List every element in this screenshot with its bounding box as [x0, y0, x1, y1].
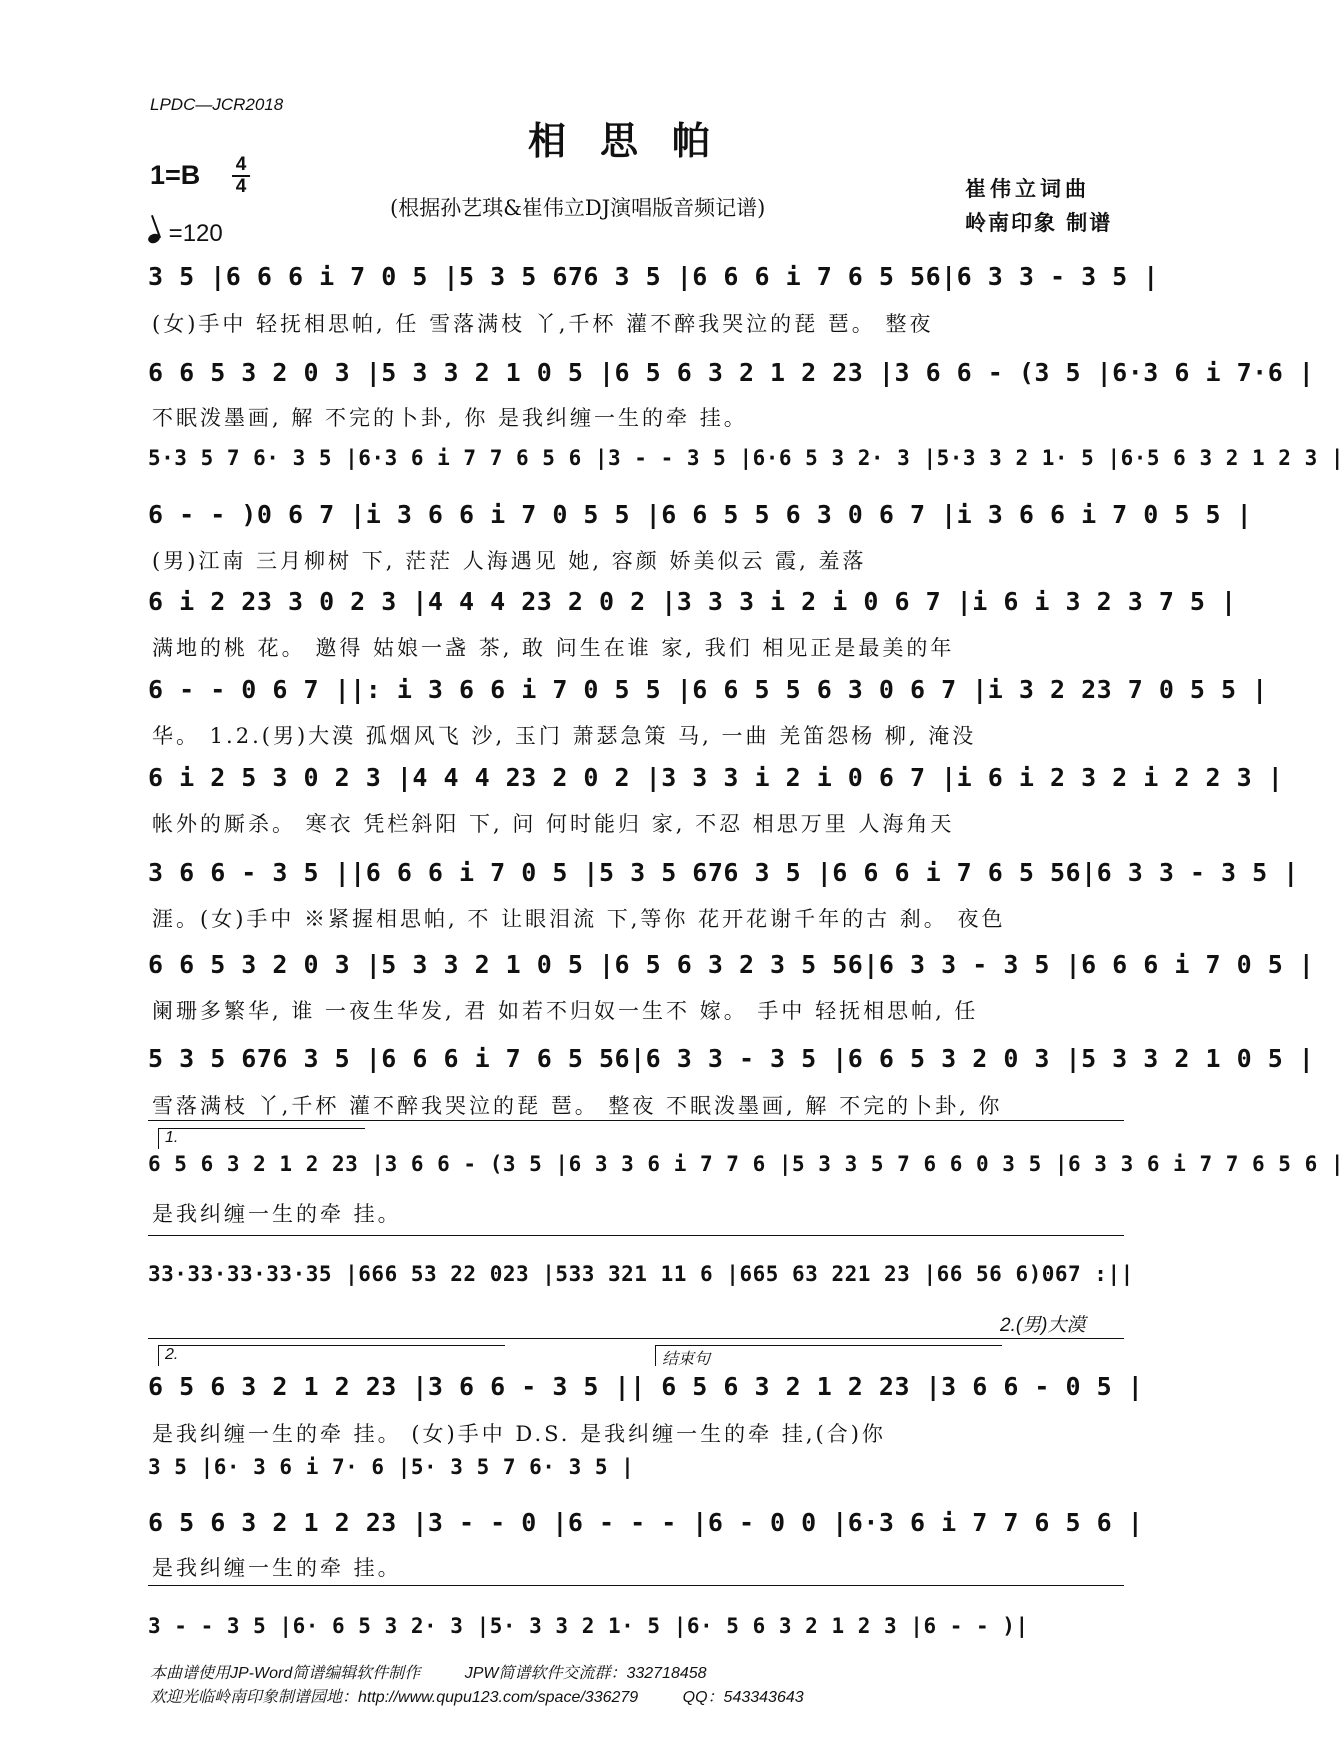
lyrics-row: (男)江南 三月柳树 下, 茫茫 人海遇见 她, 容颜 娇美似云 霞, 羞落 — [152, 549, 867, 573]
lyrics-row: (女)手中 轻抚相思帕, 任 雪落满枝 丫,千杯 灌不醉我哭泣的琵 琶。 整夜 — [152, 312, 934, 336]
lyrics-row: 满地的桃 花。 邀得 姑娘一盏 茶, 敢 问生在谁 家, 我们 相见正是最美的年 — [152, 636, 955, 660]
notation-row: 3 6 6 - 3 5 ||6 6 6 i 7 0 5 |5 3 5 676 3 5 |6 6 6 i 7 6 5 56|6 3 3 - 3 5 | — [148, 858, 1299, 887]
credit-notation: 岭南印象 制谱 — [965, 210, 1113, 235]
footer-website: 欢迎光临岭南印象制谱园地：http://www.qupu123.com/space/336279 — [150, 1689, 639, 1706]
notation-row: 6 5 6 3 2 1 2 23 |3 6 6 - (3 5 |6 3 3 6 i 7 7 6 |5 3 3 5 7 6 6 0 3 5 |6 3 3 6 i 7 7 6 5 6 | — [148, 1152, 1344, 1176]
quarter-note-icon — [147, 232, 161, 245]
notation-row: 3 5 |6· 3 6 i 7· 6 |5· 3 5 7 6· 3 5 | — [148, 1455, 635, 1479]
volta-1: 1. — [158, 1128, 365, 1149]
notation-row: 6 6 5 3 2 0 3 |5 3 3 2 1 0 5 |6 5 6 3 2 3 5 56|6 3 3 - 3 5 |6 6 6 i 7 0 5 | — [148, 950, 1315, 979]
notation-row: 6 i 2 5 3 0 2 3 |4 4 4 23 2 0 2 |3 3 3 i 2 i 0 6 7 |i 6 i 2 3 2 i 2 2 3 | — [148, 763, 1284, 792]
time-signature — [232, 156, 250, 196]
section-rule — [148, 1120, 1124, 1121]
lyrics-row: 华。 1.2.(男)大漠 孤烟风飞 沙, 玉门 萧瑟急策 马, 一曲 羌笛怨杨 柳, 淹没 — [152, 724, 977, 748]
footer-line-1 — [150, 1660, 747, 1683]
footer-qq: QQ：543343643 — [682, 1689, 804, 1706]
footer-group: JPW简谱软件交流群：332718458 — [464, 1665, 707, 1682]
lyrics-row: 雪落满枝 丫,千杯 灌不醉我哭泣的琵 琶。 整夜 不眠泼墨画, 解 不完的卜卦, 你 — [152, 1094, 1003, 1118]
ending-label: 结束句 — [655, 1345, 1002, 1366]
lyrics-row: 阑珊多繁华, 谁 一夜生华发, 君 如若不归奴一生不 嫁。 手中 轻抚相思帕, 任 — [152, 999, 979, 1023]
tempo-value: =120 — [168, 220, 223, 247]
time-numerator: 4 — [235, 154, 247, 175]
time-denominator: 4 — [235, 176, 247, 197]
notation-row: 6 - - 0 6 7 ||: i 3 6 6 i 7 0 5 5 |6 6 5 5 6 3 0 6 7 |i 3 2 23 7 0 5 5 | — [148, 675, 1268, 704]
notation-row: 5 3 5 676 3 5 |6 6 6 i 7 6 5 56|6 3 3 - 3 5 |6 6 5 3 2 0 3 |5 3 3 2 1 0 5 | — [148, 1044, 1315, 1073]
notation-row: 3 - - 3 5 |6· 6 5 3 2· 3 |5· 3 3 2 1· 5 |6· 5 6 3 2 1 2 3 |6 - - )| — [148, 1614, 1029, 1638]
section-rule — [148, 1235, 1124, 1236]
notation-row: 5·3 5 7 6· 3 5 |6·3 6 i 7 7 6 5 6 |3 - - 3 5 |6·6 5 3 2· 3 |5·3 3 2 1· 5 |6·5 6 3 2 1 2 3 | — [148, 446, 1344, 470]
notation-row: 6 6 5 3 2 0 3 |5 3 3 2 1 0 5 |6 5 6 3 2 1 2 23 |3 6 6 - (3 5 |6·3 6 i 7·6 | — [148, 358, 1315, 387]
tempo-marking — [148, 220, 223, 248]
score-code: LPDC—JCR2018 — [150, 95, 284, 114]
section-rule — [148, 1338, 1124, 1339]
song-title: 相思帕 — [527, 118, 744, 163]
notation-row: 6 i 2 23 3 0 2 3 |4 4 4 23 2 0 2 |3 3 3 i 2 i 0 6 7 |i 6 i 3 2 3 7 5 | — [148, 587, 1237, 616]
second-male-label: 2.(男)大漠 — [1000, 1315, 1086, 1336]
lyrics-row: 是我纠缠一生的牵 挂。 (女)手中 D.S. 是我纠缠一生的牵 挂,(合)你 — [152, 1422, 886, 1446]
notation-row: 6 - - )0 6 7 |i 3 6 6 i 7 0 5 5 |6 6 5 5 6 3 0 6 7 |i 3 6 6 i 7 0 5 5 | — [148, 500, 1253, 529]
lyrics-row: 不眠泼墨画, 解 不完的卜卦, 你 是我纠缠一生的牵 挂。 — [152, 406, 748, 430]
credit-words-music: 崔伟立词曲 — [965, 176, 1090, 201]
section-rule — [148, 1585, 1124, 1586]
lyrics-row: 是我纠缠一生的牵 挂。 — [152, 1202, 402, 1226]
lyrics-row: 是我纠缠一生的牵 挂。 — [152, 1556, 402, 1580]
footer-software: 本曲谱使用JP-Word简谱编辑软件制作 — [150, 1665, 421, 1682]
notation-row: 6 5 6 3 2 1 2 23 |3 - - 0 |6 - - - |6 - 0 0 |6·3 6 i 7 7 6 5 6 | — [148, 1508, 1144, 1537]
volta-2: 2. — [158, 1345, 505, 1366]
notation-row: 6 5 6 3 2 1 2 23 |3 6 6 - 3 5 || 6 5 6 3 2 1 2 23 |3 6 6 - 0 5 | — [148, 1372, 1144, 1401]
lyrics-row: 涯。(女)手中 ※紧握相思帕, 不 让眼泪流 下,等你 花开花谢千年的古 刹。 夜色 — [152, 907, 1006, 931]
lyrics-row: 帐外的厮杀。 寒衣 凭栏斜阳 下, 问 何时能归 家, 不忍 相思万里 人海角天 — [152, 812, 955, 836]
notation-row: 33·33·33·33·35 |666 53 22 023 |533 321 11 6 |665 63 221 23 |66 56 6)067 :|| — [148, 1262, 1134, 1286]
footer-line-2 — [150, 1684, 844, 1707]
subtitle: (根据孙艺琪&崔伟立DJ演唱版音频记谱) — [390, 196, 766, 220]
notation-row: 3 5 |6 6 6 i 7 0 5 |5 3 5 676 3 5 |6 6 6 i 7 6 5 56|6 3 3 - 3 5 | — [148, 262, 1159, 291]
key-signature: 1=B — [150, 160, 201, 190]
